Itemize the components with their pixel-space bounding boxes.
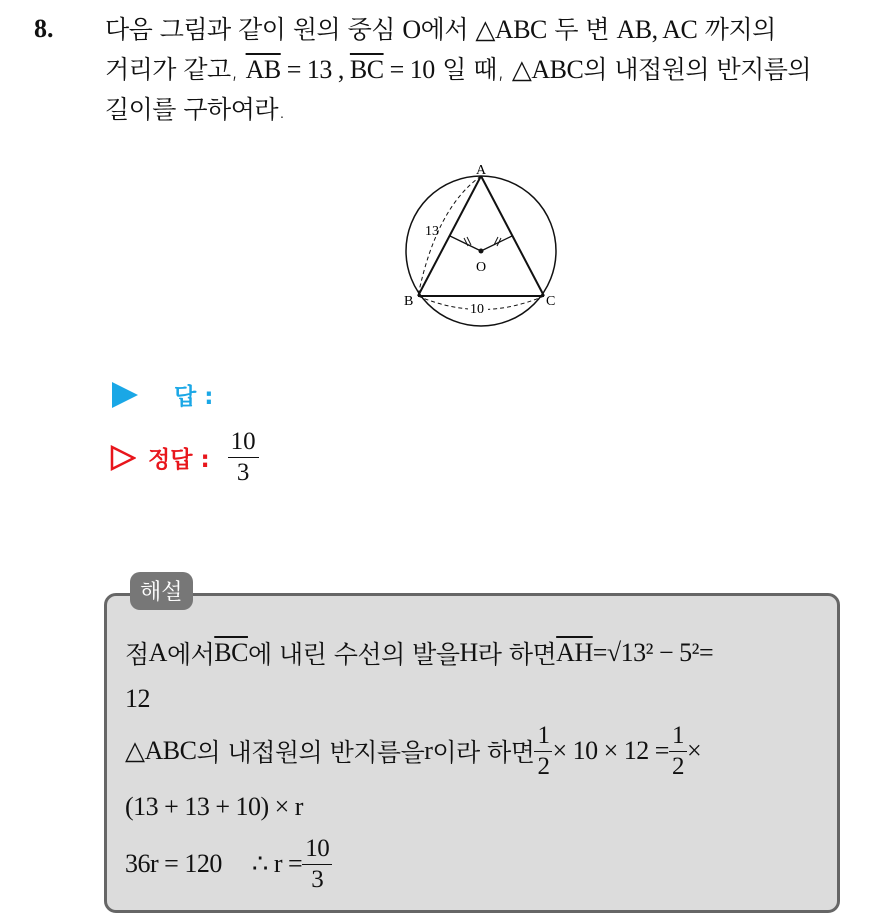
play-icon <box>112 382 138 408</box>
solution-line-4: (13 + 13 + 10) × r <box>125 792 303 821</box>
geometry-figure <box>396 158 566 328</box>
math-ab: AB <box>616 15 652 44</box>
question-line-1: 다음 그림과 같이 원의 중심 O에서 △ABC 두 변 AB, AC 까지의 <box>105 15 776 44</box>
label-o: O <box>476 260 487 275</box>
perp-o-ac <box>481 236 512 251</box>
solution-tab: 해설 <box>130 572 193 610</box>
answer-label: 답 : <box>174 384 214 410</box>
perp-o-ab <box>450 236 481 251</box>
correct-answer-row <box>110 428 259 487</box>
sqrt-expression: √13² − 5² <box>606 638 699 667</box>
solution-line-3: △ABC 의 내접원의 반지름을 r 이라 하면 $\frac{1}{2}$ × 10 × 12 = $\frac{1}{2}$ × <box>125 721 702 780</box>
solution-line-1: 점 A 에서 $\overline{BC}$ 에 내린 수선의 발을 H 라 하면 $\overline{AH}$ = √13² − 5² = <box>125 638 714 669</box>
question-line-3: 길이를 구하여라. <box>105 95 286 124</box>
segment-bc: $\overline{BC}$ <box>214 638 248 667</box>
solution-text <box>125 628 835 896</box>
fraction-result: $\frac{10}{3}$ <box>302 835 332 894</box>
fraction-half: $\frac{1}{2}$ <box>534 722 552 781</box>
question-number: 8. <box>34 14 54 43</box>
math-ac: AC <box>662 15 698 44</box>
correct-answer-fraction: $\frac{10}{3}$ <box>228 428 259 487</box>
math-O: O <box>402 15 421 44</box>
label-a: A <box>476 163 487 178</box>
correct-answer-label: 정답 : <box>148 447 210 473</box>
label-10: 10 <box>470 302 484 317</box>
math-triangle: △ABC <box>511 55 584 84</box>
question-line-2: 거리가 같고, $\overline{AB} = 13$ , $\overline{BC} = 10$ 일 때, △ABC의 내접원의 반지름의 <box>105 55 812 84</box>
segment-ab: $\overline{AB}$ <box>245 55 281 84</box>
label-b: B <box>404 294 414 309</box>
play-outline-icon <box>110 445 136 471</box>
side-ac <box>481 176 544 296</box>
question-text <box>105 10 865 130</box>
answer-row <box>112 378 213 411</box>
center-point <box>479 249 484 254</box>
label-13: 13 <box>425 224 439 239</box>
solution-line-2: 12 <box>125 684 150 713</box>
solution-line-5: 36r = 120 ∴ r = $\frac{10}{3}$ <box>125 832 835 896</box>
segment-ah: $\overline{AH}$ <box>556 638 593 667</box>
math-triangle: △ABC <box>475 15 547 44</box>
fraction-half: $\frac{1}{2}$ <box>669 722 687 781</box>
segment-bc: $\overline{BC}$ <box>349 55 384 84</box>
label-c: C <box>546 294 556 309</box>
tick-mark <box>464 238 468 246</box>
